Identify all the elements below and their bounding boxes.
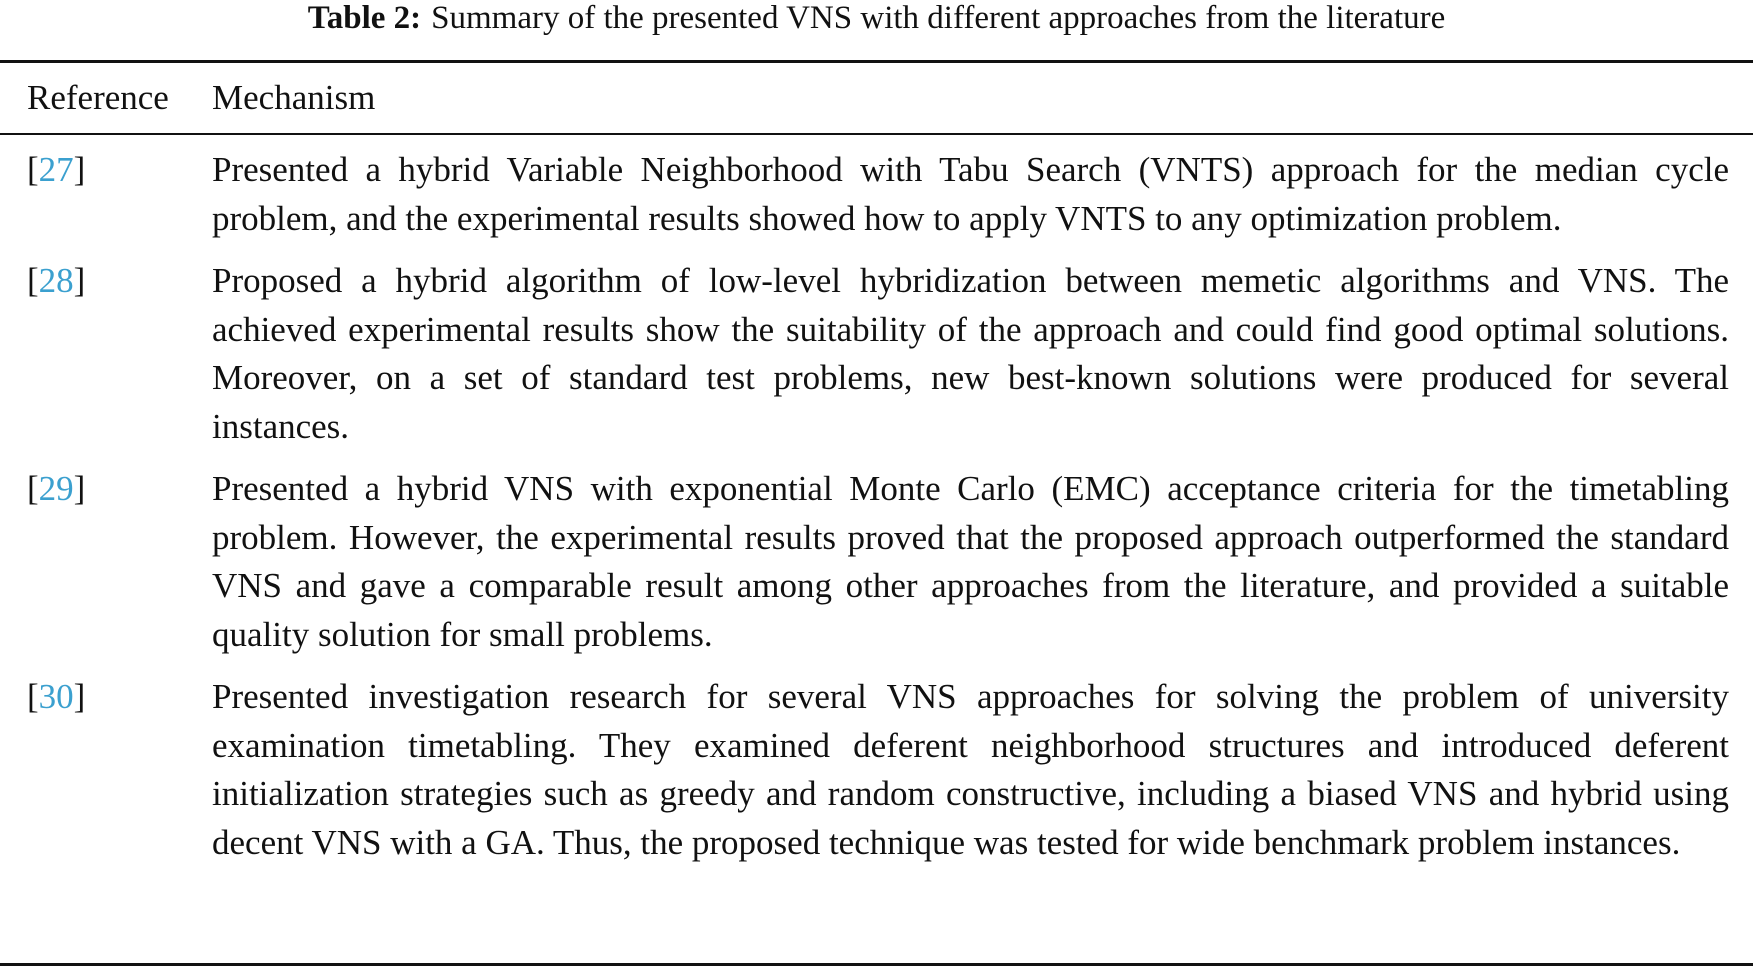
table-caption: [0, 0, 1753, 42]
table-caption-label: Table 2:: [307, 0, 422, 36]
ref-bracket-close: ]: [73, 677, 86, 716]
ref-bracket-open: [: [27, 261, 39, 300]
table-header-rule: [0, 133, 1753, 135]
ref-bracket-close: ]: [73, 150, 86, 189]
ref-bracket-open: [: [27, 150, 39, 189]
table-header-row: [0, 72, 1753, 124]
mechanism-cell: Presented investigation research for several VNS approaches for solving the problem of university examination timetabling. They examined deferent neighborhood structures and introduced deferent initialization strategies such as greedy and random constructive, including a biased VNS and hybrid using decent VNS with a GA. Thus, the proposed technique was tested for wide benchmark problem instances.: [212, 677, 1729, 862]
table-caption-text: Summary of the presented VNS with different approaches from the literature: [431, 0, 1446, 36]
reference-link[interactable]: 29: [38, 469, 74, 508]
ref-bracket-close: ]: [73, 261, 86, 300]
reference-cell: [27, 465, 85, 514]
mechanism-cell: Proposed a hybrid algorithm of low-level hybridization between memetic algorithms and VNS. The achieved experimental results show the suitability of the approach and could find good optimal solutions. Moreover, on a set of standard test problems, new best-known solutions were produced for several instances.: [212, 261, 1729, 446]
mechanism-cell: Presented a hybrid Variable Neighborhood with Tabu Search (VNTS) approach for the median cycle problem, and the experimental results showed how to apply VNTS to any optimization problem.: [212, 150, 1729, 238]
table-row: [0, 673, 1753, 867]
header-mechanism: Mechanism: [212, 78, 376, 117]
reference-cell: [27, 257, 85, 306]
table-bottom-rule: [0, 963, 1753, 966]
reference-link[interactable]: 27: [38, 150, 74, 189]
header-reference: Reference: [27, 78, 169, 117]
ref-bracket-open: [: [27, 677, 39, 716]
table-body: [0, 146, 1753, 881]
reference-link[interactable]: 28: [38, 261, 74, 300]
ref-bracket-close: ]: [73, 469, 86, 508]
reference-cell: [27, 146, 85, 195]
reference-link[interactable]: 30: [38, 677, 74, 716]
reference-cell: [27, 673, 85, 722]
mechanism-cell: Presented a hybrid VNS with exponential Monte Carlo (EMC) acceptance criteria for the timetabling problem. However, the experimental results proved that the proposed approach outperformed the standard VNS and gave a comparable result among other approaches from the literature, and provided a suitable quality solution for small problems.: [212, 469, 1729, 654]
table-row: [0, 465, 1753, 659]
table-row: [0, 257, 1753, 451]
ref-bracket-open: [: [27, 469, 39, 508]
table-top-rule: [0, 60, 1753, 63]
table-row: [0, 146, 1753, 243]
